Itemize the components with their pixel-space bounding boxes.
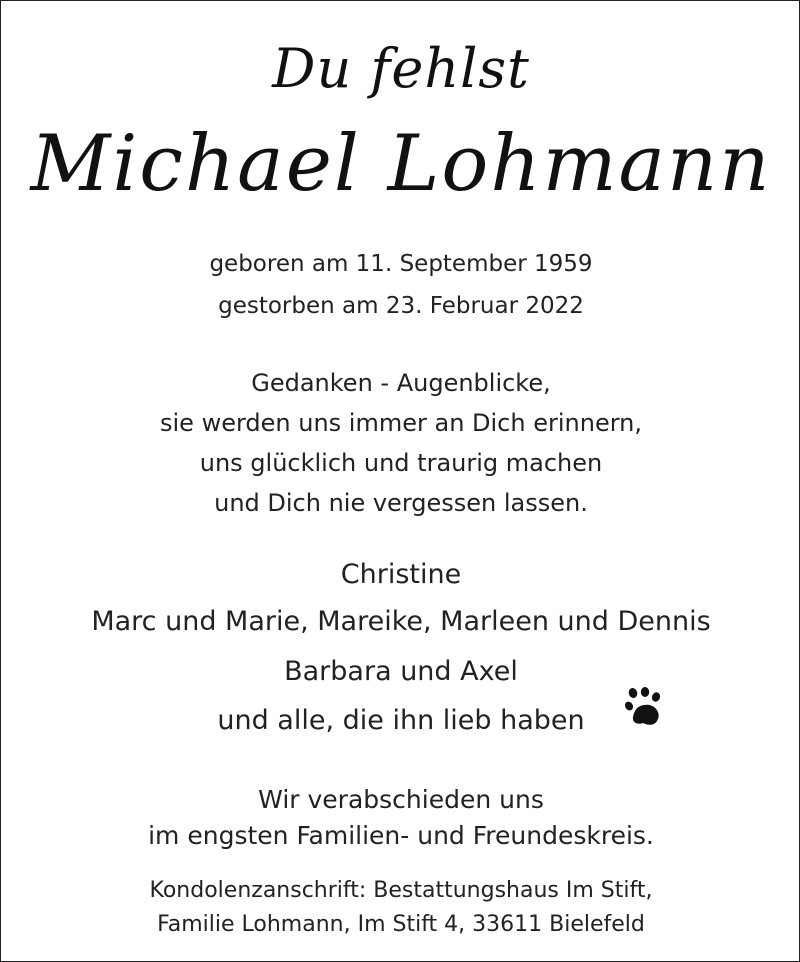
deceased-name: Michael Lohmann bbox=[30, 119, 772, 209]
farewell-line: im engsten Familien- und Freundeskreis. bbox=[148, 821, 654, 850]
birth-date: geboren am 11. September 1959 bbox=[209, 251, 593, 277]
address-line: Kondolenzanschrift: Bestattungshaus Im Stift, bbox=[149, 878, 653, 903]
poem-line: Gedanken - Augenblicke, bbox=[251, 369, 551, 397]
subtitle-du-fehlst: Du fehlst bbox=[272, 37, 530, 100]
family-line: Christine bbox=[340, 559, 462, 590]
family-line: Marc und Marie, Mareike, Marleen und Dennis bbox=[91, 606, 711, 637]
family-line: und alle, die ihn lieb haben bbox=[217, 705, 585, 736]
poem-line: und Dich nie vergessen lassen. bbox=[214, 489, 588, 517]
poem-line: uns glücklich und traurig machen bbox=[199, 449, 603, 477]
address-line: Familie Lohmann, Im Stift 4, 33611 Bielefeld bbox=[157, 912, 645, 937]
family-line: Barbara und Axel bbox=[284, 656, 518, 687]
poem-line: sie werden uns immer an Dich erinnern, bbox=[160, 409, 642, 437]
paw-print-icon bbox=[623, 687, 665, 729]
death-date: gestorben am 23. Februar 2022 bbox=[218, 293, 584, 319]
farewell-line: Wir verabschieden uns bbox=[258, 785, 544, 814]
